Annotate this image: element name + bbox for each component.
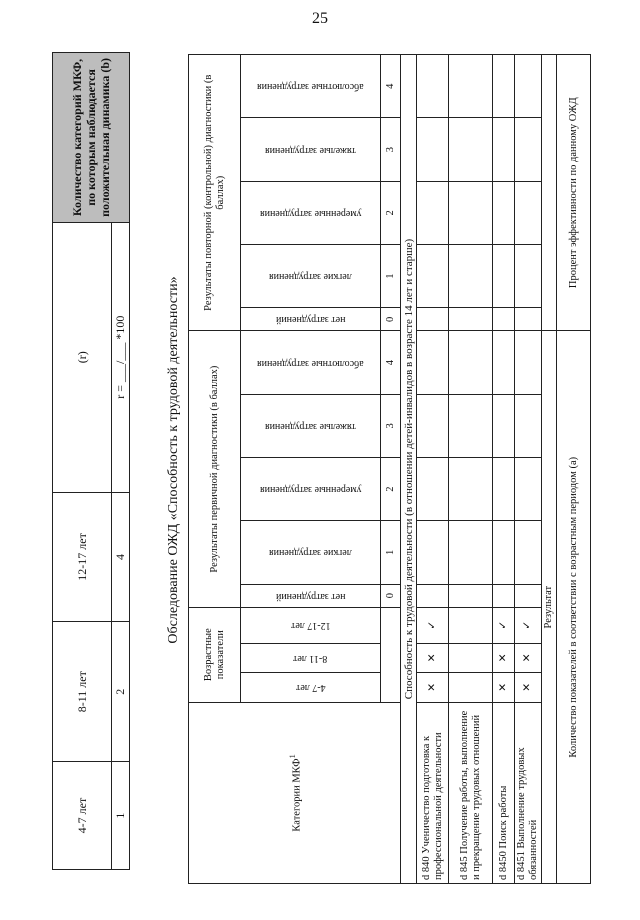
- footer-percent: Процент эффективности по данному ОЖД: [557, 55, 591, 331]
- age-score-blank: [381, 607, 401, 702]
- mark-8-11: ✕: [417, 643, 449, 673]
- repeat-header: Результаты повторной (контрольной) диагностики (в баллах): [189, 55, 241, 331]
- score-cell: 4: [381, 55, 401, 118]
- age-8-11: 8-11 лет: [241, 643, 381, 673]
- header-4-7: 4-7 лет: [53, 762, 112, 870]
- level-cell: абсолютные затруднения: [241, 55, 381, 118]
- mark-4-7: ✕: [417, 673, 449, 703]
- score-cell: 0: [381, 308, 401, 331]
- section-caption: Обследование ОЖД «Способность к трудовой деятельности»: [166, 276, 181, 644]
- table-row: [493, 55, 515, 884]
- diagnostics-table: [188, 54, 591, 884]
- level-cell: нет затруднений: [241, 584, 381, 607]
- mark-4-7: ✕: [493, 673, 515, 703]
- score-cell: 1: [381, 244, 401, 307]
- section-title: Способность к трудовой деятельности (в отношении детей-инвалидов в возрасте 14 лет и старше): [401, 55, 417, 884]
- score-cell: 3: [381, 118, 401, 181]
- table-row: [417, 55, 449, 884]
- row-label: d 8450 Поиск работы: [493, 702, 515, 883]
- page-number: 25: [312, 10, 328, 27]
- rotated-sheet: [40, 30, 600, 890]
- formula-r: r = ___/___ *100: [112, 222, 130, 492]
- age-12-17: 12-17 лет: [241, 607, 381, 643]
- footer-count: Количество показателей в соответствии с возрастным периодом (a): [557, 331, 591, 884]
- level-cell: легкие затруднения: [241, 521, 381, 584]
- level-cell: умеренные затруднения: [241, 458, 381, 521]
- table-row: [515, 55, 542, 884]
- score-cell: 1: [381, 521, 401, 584]
- mark-4-7: [449, 673, 493, 703]
- score-cell: 4: [381, 331, 401, 394]
- value-12-17: 4: [112, 492, 130, 622]
- row-label: d 840 Ученичество подготовка к профессиональной деятельности: [417, 702, 449, 883]
- primary-header: Результаты первичной диагностики (в баллах): [189, 331, 241, 607]
- level-cell: тяжелые затруднения: [241, 394, 381, 457]
- header-12-17: 12-17 лет: [53, 492, 112, 622]
- mark-8-11: ✕: [515, 643, 542, 673]
- mark-8-11: [449, 643, 493, 673]
- score-cell: 2: [381, 181, 401, 244]
- row-label: d 8451 Выполнение трудовых обязанностей: [515, 702, 542, 883]
- value-8-11: 2: [112, 622, 130, 762]
- level-cell: абсолютные затруднения: [241, 331, 381, 394]
- level-cell: нет затруднений: [241, 308, 381, 331]
- mark-12-17: [449, 607, 493, 643]
- age-header: Возрастные показатели: [189, 607, 241, 702]
- mark-12-17: ✓: [493, 607, 515, 643]
- score-cell: 3: [381, 394, 401, 457]
- score-cell: 0: [381, 584, 401, 607]
- mark-8-11: ✕: [493, 643, 515, 673]
- header-8-11: 8-11 лет: [53, 622, 112, 762]
- category-header: Категории МКФ$^1$: [189, 702, 401, 883]
- value-4-7: 1: [112, 762, 130, 870]
- header-r: (r): [53, 222, 112, 492]
- row-label: d 845 Получение работы, выполнение и прекращение трудовых отношений: [449, 702, 493, 883]
- mark-4-7: ✕: [515, 673, 542, 703]
- result-label: Результат: [542, 331, 557, 884]
- age-4-7: 4-7 лет: [241, 673, 381, 703]
- level-cell: умеренные затруднения: [241, 181, 381, 244]
- header-b: Количество категорий МКФ, по которым наблюдается положительная динамика (b): [53, 53, 130, 223]
- mark-12-17: ✓: [417, 607, 449, 643]
- result-blank: [542, 55, 557, 331]
- table-row: [449, 55, 493, 884]
- level-cell: легкие затруднения: [241, 244, 381, 307]
- level-cell: тяжелые затруднения: [241, 118, 381, 181]
- mark-12-17: ✓: [515, 607, 542, 643]
- score-cell: 2: [381, 458, 401, 521]
- summary-table: [52, 52, 130, 870]
